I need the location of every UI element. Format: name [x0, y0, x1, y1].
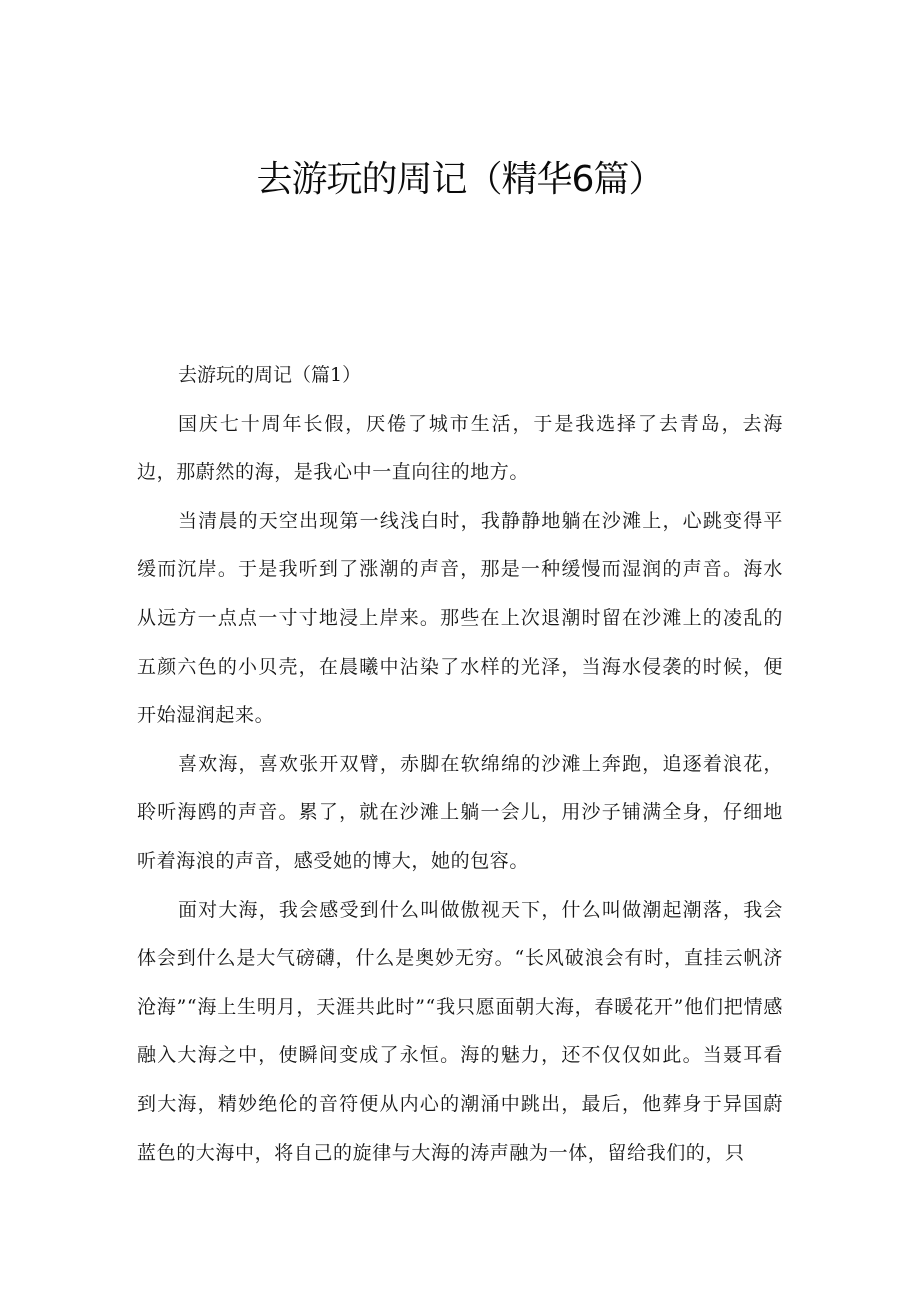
paragraph-3: 喜欢海，喜欢张开双臂，赤脚在软绵绵的沙滩上奔跑，追逐着浪花，聆听海鸥的声音。累了，就在沙滩上躺一会儿，用沙子铺满全身，仔细地听着海浪的声音，感受她的博大，她的包容。	[137, 752, 783, 872]
paragraph-4: 面对大海，我会感受到什么叫做傲视天下，什么叫做潮起潮落，我会体会到什么是大气磅礴，什么是奥妙无穷。“长风破浪会有时，直挂云帆济沧海”“海上生明月，天涯共此时”“我只愿面朝大海，春暖花开”他们把情感融入大海之中，使瞬间变成了永恒。海的魅力，还不仅仅如此。当聂耳看到大海，精妙绝伦的音符便从内心的潮涌中跳出，最后，他葬身于异国蔚蓝色的大海中，将自己的旋律与大海的涛声融为一体，留给我们的，只	[137, 898, 783, 1164]
document-title: 去游玩的周记（精华6篇）	[256, 159, 664, 200]
document-body	[137, 351, 783, 1177]
paragraph-1: 国庆七十周年长假，厌倦了城市生活，于是我选择了去青岛，去海边，那蔚然的海，是我心中一直向往的地方。	[137, 412, 783, 484]
section-heading: 去游玩的周记（篇1）	[178, 364, 362, 386]
paragraph-2: 当清晨的天空出现第一线浅白时，我静静地躺在沙滩上，心跳变得平缓而沉岸。于是我听到了涨潮的声音，那是一种缓慢而湿润的声音。海水从远方一点点一寸寸地浸上岸来。那些在上次退潮时留在沙滩上的凌乱的五颜六色的小贝壳，在晨曦中沾染了水样的光泽，当海水侵袭的时候，便开始湿润起来。	[137, 509, 783, 727]
